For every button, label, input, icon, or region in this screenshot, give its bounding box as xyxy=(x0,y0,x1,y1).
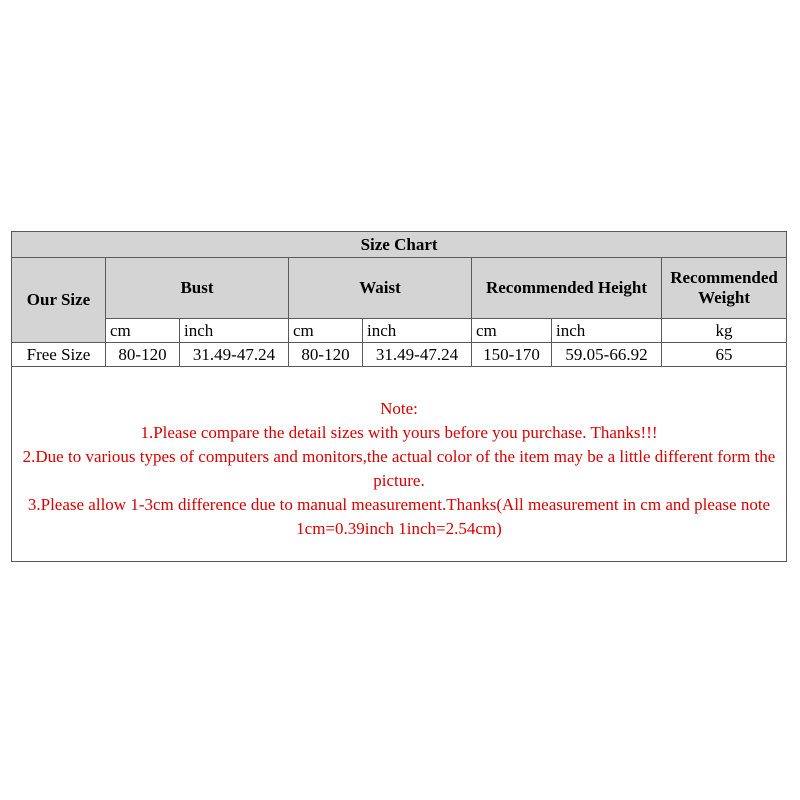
cell-size: Free Size xyxy=(12,343,106,367)
unit-height-cm: cm xyxy=(472,319,552,343)
header-recommended-weight: Recommended Weight xyxy=(662,258,787,319)
cell-height-cm: 150-170 xyxy=(472,343,552,367)
note-heading: Note: xyxy=(380,399,418,418)
cell-weight: 65 xyxy=(662,343,787,367)
header-our-size: Our Size xyxy=(12,258,106,343)
header-bust: Bust xyxy=(106,258,289,319)
unit-bust-cm: cm xyxy=(106,319,180,343)
cell-waist-cm: 80-120 xyxy=(289,343,363,367)
unit-bust-inch: inch xyxy=(180,319,289,343)
cell-bust-inch: 31.49-47.24 xyxy=(180,343,289,367)
cell-height-inch: 59.05-66.92 xyxy=(552,343,662,367)
size-table xyxy=(11,231,787,367)
unit-waist-inch: inch xyxy=(363,319,472,343)
note-line-2: 2.Due to various types of computers and monitors,the actual color of the item may be a little different form the picture. xyxy=(22,447,776,490)
header-recommended-height: Recommended Height xyxy=(472,258,662,319)
cell-waist-inch: 31.49-47.24 xyxy=(363,343,472,367)
cell-bust-cm: 80-120 xyxy=(106,343,180,367)
size-chart xyxy=(11,231,787,562)
note-line-1: 1.Please compare the detail sizes with yours before you purchase. Thanks!!! xyxy=(140,423,658,442)
header-waist: Waist xyxy=(289,258,472,319)
unit-waist-cm: cm xyxy=(289,319,363,343)
size-chart-title: Size Chart xyxy=(12,232,787,258)
unit-weight: kg xyxy=(662,319,787,343)
note-line-3: 3.Please allow 1-3cm difference due to manual measurement.Thanks(All measurement in cm and please note 1cm=0.39inch 1inch=2.54cm) xyxy=(27,495,771,538)
table-row xyxy=(12,343,787,367)
notes-section xyxy=(12,397,786,541)
unit-height-inch: inch xyxy=(552,319,662,343)
